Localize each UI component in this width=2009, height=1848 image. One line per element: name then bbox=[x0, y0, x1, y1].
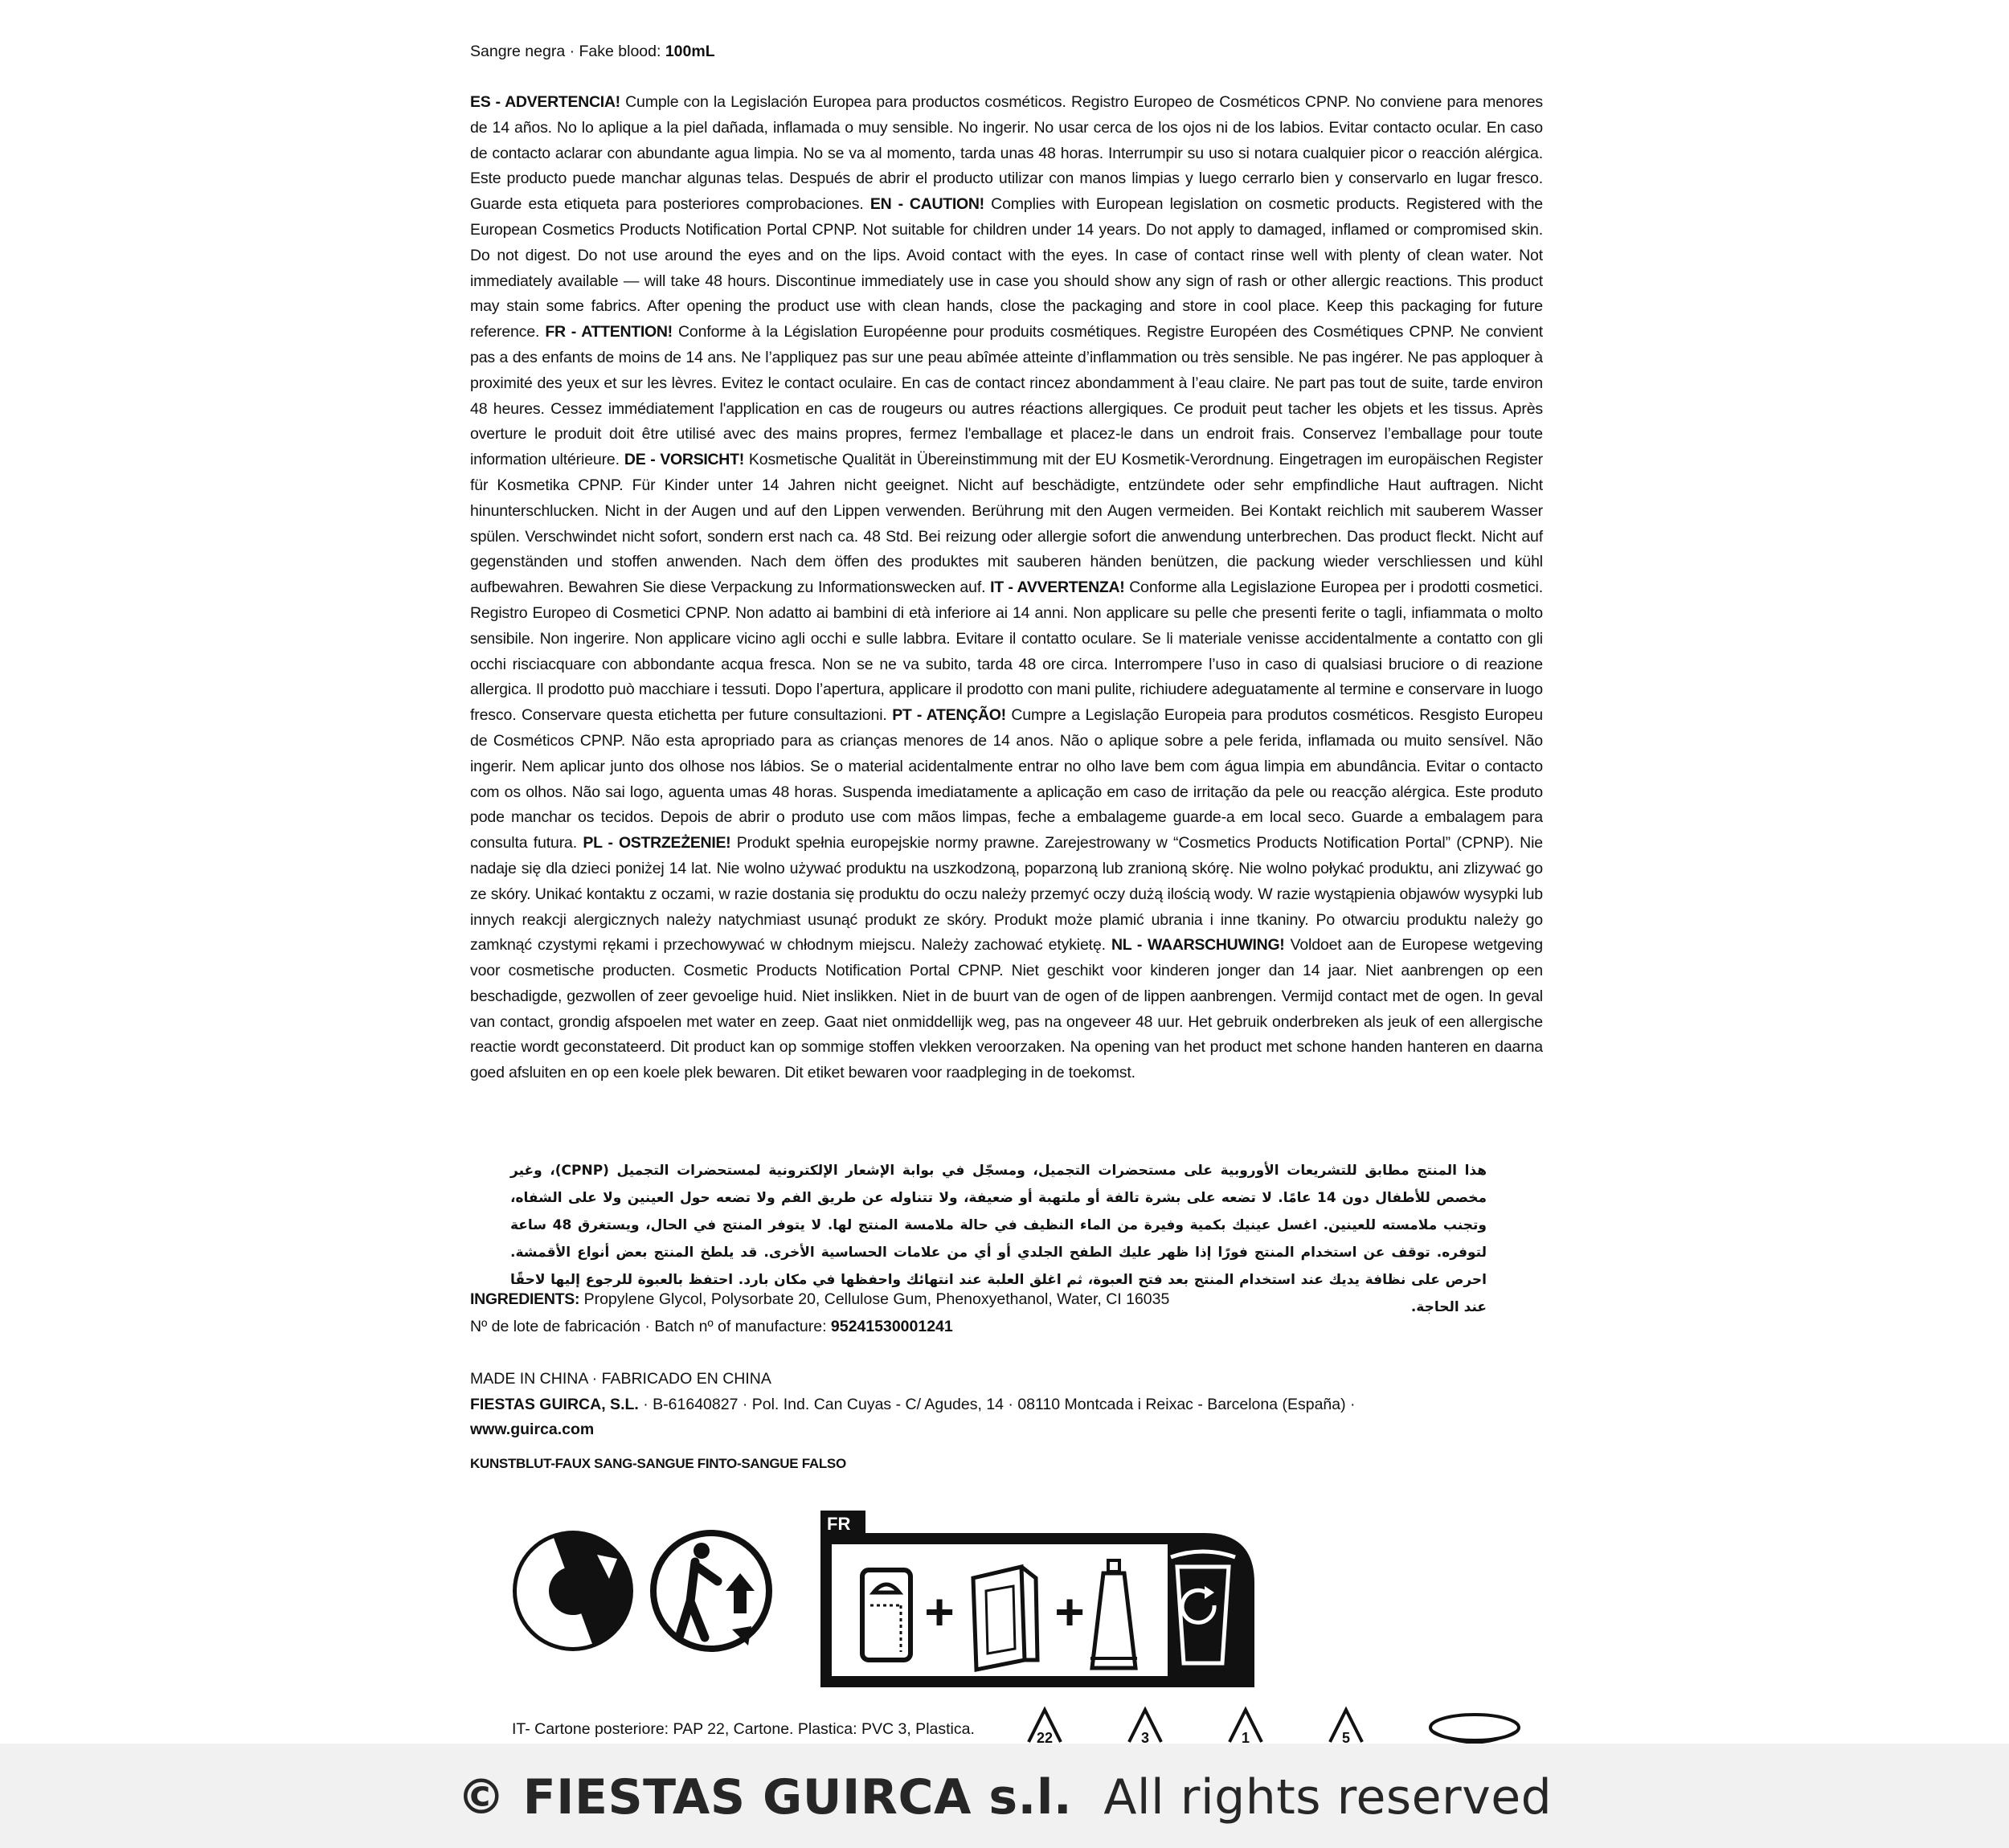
resin-code-pet-number: 1 bbox=[1241, 1730, 1250, 1744]
warning-text-es: Cumple con la Legislación Europea para productos cosméticos. Registro Europeo de Cosméticos CPNP. No conviene para menores de 14 años. No lo aplique a la piel dañada, inflamada o muy sensible. No ingerir. No usar cerca de los ojos ni de los labios. Evitar contacto ocular. En caso de contacto aclarar con abundante agua limpia. No se va al momento, tarda unas 48 horas. Interrumpir su uso si notara cualquier picor o reacción alérgica. Este producto puede manchar algunas telas. Después de abrir el producto utilizar con manos limpias y luego cerrarlo bien y conservarlo en lugar fresco. Guarde esta etiqueta para posteriores comprobaciones. bbox=[470, 93, 1544, 214]
product-names: KUNSTBLUT-FAUX SANG-SANGUE FINTO-SANGUE FALSO bbox=[470, 1456, 846, 1471]
resin-code-pvc bbox=[1129, 1710, 1161, 1744]
company-name: FIESTAS GUIRCA, S.L. bbox=[470, 1396, 639, 1413]
recycling-info: IT- Cartone posteriore: PAP 22, Cartone. Plastica: PVC 3, Plastica. bbox=[512, 1720, 975, 1738]
product-name: Sangre negra · Fake blood: bbox=[470, 43, 665, 60]
warning-lead-en: EN - CAUTION! bbox=[869, 195, 984, 214]
warning-lead-it: IT - AVVERTENZA! bbox=[990, 579, 1125, 597]
plus-sign-2: + bbox=[1054, 1583, 1085, 1641]
ingredients-line bbox=[470, 1288, 1169, 1310]
resin-code-pp-number: 5 bbox=[1341, 1730, 1351, 1744]
resin-code-pp bbox=[1330, 1710, 1362, 1744]
resin-code-pap bbox=[1029, 1710, 1061, 1744]
resin-code-pvc-number: 3 bbox=[1140, 1730, 1150, 1744]
copyright-rights: All rights reserved bbox=[1103, 1769, 1553, 1826]
green-dot-icon bbox=[502, 1531, 633, 1663]
arabic-warning: هذا المنتج مطابق للتشريعات الأوروبية على مستحضرات التجميل، ومسجّل في بوابة الإشعار الإلكترونية لمستحضرات التجميل (CPNP)، وغير مخصص للأطفال دون 14 عامًا. لا تضعه على بشرة تالفة أو ملتهبة أو ضعيفة، ولا تتناوله عن طريق الفم ولا تضعه حول العينين ولا على الشفاه، وتجنب ملامسته للعينين. اغسل عينيك بكمية وفيرة من الماء النظيف في حالة ملامسة المنتج لها. لا يتوفر المنتج في الحال، ويستغرق 48 ساعة لتوفره. توقف عن استخدام المنتج فورًا إذا ظهر عليك الطفح الجلدي أو أي من علامات الحساسية الأخرى. قد يلطخ المنتج بعض أنواع الأقمشة. احرص على نظافة يديك عند استخدام المنتج بعد فتح العبوة، ثم اغلق العلبة عند انتهائك واحفظها في مكان بارد. احتفظ بالعبوة للرجوع إليها لاحقًا عند الحاجة. bbox=[510, 1163, 1487, 1315]
lid-icon bbox=[1430, 1715, 1519, 1743]
warning-text-nl: Voldoet aan de Europese wetgeving voor cosmetische producten. Cosmetic Products Notification Portal CPNP. Niet geschikt voor kinderen jonger dan 14 jaar. Niet aanbrengen op een beschadigde, gezwollen of zeer gevoelige huid. Niet inslikken. Niet in de buurt van de ogen of de lippen aanbrengen. Vermijd contact met de ogen. In geval van contact, grondig afspoelen met water en zeep. Gaat niet onmiddellijk weg, pas na ongeveer 48 uur. Het gebruik onderbreken als jeuk of een allergische reactie wordt geconstateerd. Dit product kan op sommige stoffen vlekken veroorzaken. Na opening van het product met schone handen hanteren en daarna goed afsluiten en op een koele plek bewaren. Dit etiket bewaren voor raadpleging in de toekomst. bbox=[470, 936, 1543, 1082]
product-title bbox=[470, 40, 715, 63]
company-website: www.guirca.com bbox=[470, 1421, 595, 1438]
warning-text-it: Conforme alla Legislazione Europea per i prodotti cosmetici. Registro Europeo di Cosmetici CPNP. Non adatto ai bambini di età inferiore ai 14 anni. Non applicare su pelle che presenti ferite o tagli, infiammata o molto sensibile. Non ingerire. Non applicare vicino agli occhi e sulle labbra. Evitare il contatto oculare. Se li materiale venisse accidentalmente a contatto con gli occhi risciacquare con abbondante acqua fresca. Non se ne va subito, tarda 48 ore circa. Interrompere l’uso in caso di qualsiasi bruciore o di reazione allergica. Il prodotto può macchiare i tessuti. Dopo l’apertura, applicare il prodotto con mani pulite, richiudere adeguatamente al termine e conservare in luogo fresco. Conservare questa etichetta per future consultazioni. bbox=[470, 579, 1543, 725]
product-volume: 100mL bbox=[665, 43, 715, 60]
batch-line bbox=[470, 1315, 953, 1338]
warning-lead-pt: PT - ATENÇÃO! bbox=[892, 706, 1006, 725]
recycling-symbols bbox=[502, 1511, 1402, 1719]
origin-line: MADE IN CHINA · FABRICADO EN CHINA bbox=[470, 1370, 771, 1388]
warning-text-fr: Conforme à la Législation Européenne pour produits cosmétiques. Registre Européen des Cosmétiques CPNP. Ne convient pas a des enfants de moins de 14 ans. Ne l’appliquez pas sur une peau abîmée atteinte d’inflammation ou très sensible. Ne pas ingérer. Ne pas apploquer à proximité des yeux et sur les lèvres. Evitez le contact oculaire. En cas de contact rincez abondamment à l’eau claire. Ne part pas tout de suite, tarde environ 48 heures. Cessez immédiatement l'application en cas de rougeurs ou autres réactions allergiques. Ce produit peut tacher les objets et les tissus. Après overture le produit doit être utilisé avec des mains propres, fermez l'emballage et placez-le dans un endroit frais. Conservez l’emballage pour toute information ultérieure. bbox=[470, 323, 1543, 469]
warning-lead-de: DE - VORSICHT! bbox=[624, 451, 744, 469]
copyright-footer bbox=[0, 1744, 2009, 1848]
resin-codes bbox=[1013, 1703, 1527, 1744]
batch-number: 95241530001241 bbox=[830, 1318, 953, 1335]
resin-code-pap-number: 22 bbox=[1036, 1730, 1054, 1744]
plus-sign-1: + bbox=[924, 1583, 955, 1641]
copyright-owner: © FIESTAS GUIRCA s.l. bbox=[456, 1769, 1073, 1826]
copyright-text bbox=[0, 1769, 2009, 1826]
company-line bbox=[470, 1393, 1543, 1416]
warning-text-pl: Produkt spełnia europejskie normy prawne. Zarejestrowany w “Cosmetics Products Notification Portal” (CPNP). Nie nadaje się dla dzieci poniżej 14 lat. Nie wolno używać produktu na uszkodzoną, poparzoną lub zranioną skórę. Nie wolno połykać produktu, ani zlizywać go ze skóry. Unikać kontaktu z oczami, w razie dostania się produktu do oczu należy przemyć oczy dużą ilością wody. W razie wystąpienia objawów wysypki lub innych reakcji alergicznych należy natychmiast usunąć produkt ze skóry. Produkt może plamić ubrania i inne tkaniny. Po otwarciu produktu należy go zamknąć czystymi rękami i przechowywać w chłodnym miejscu. Należy zachować etykietę. bbox=[470, 834, 1543, 955]
company-details: · B-61640827 · Pol. Ind. Can Cuyas - C/ Agudes, 14 · 08110 Montcada i Reixac - Barcelona (España) · bbox=[638, 1396, 1356, 1413]
warning-lead-nl: NL - WAARSCHUWING! bbox=[1111, 936, 1285, 955]
resin-code-pet bbox=[1230, 1710, 1262, 1744]
warning-text-en: Complies with European legislation on cosmetic products. Registered with the European Cosmetics Products Notification Portal CPNP. Not suitable for children under 14 years. Do not apply to damaged, inflamed or compromised skin. Do not digest. Do not use around the eyes and on the lips. Avoid contact with the eyes. In case of contact rinse well with plenty of clean water. Not immediately available — will take 48 hours. Discontinue immediately use in case you should show any sign of rash or other allergic reactions. This product may stain some fabrics. After opening the product use with clean hands, close the packaging and store in cool place. Keep this packaging for future reference. bbox=[470, 195, 1544, 341]
ingredients-list: Propylene Glycol, Polysorbate 20, Cellulose Gum, Phenoxyethanol, Water, CI 16035 bbox=[579, 1290, 1170, 1308]
tidyman-icon bbox=[653, 1533, 769, 1649]
warning-lead-es: ES - ADVERTENCIA! bbox=[470, 93, 620, 111]
warning-lead-pl: PL - OSTRZEŻENIE! bbox=[583, 834, 731, 852]
warning-lead-fr: FR - ATTENTION! bbox=[545, 323, 673, 341]
ingredients-label: INGREDIENTS: bbox=[470, 1290, 580, 1308]
warnings-block bbox=[470, 90, 1543, 1086]
triman-tag: FR bbox=[827, 1514, 851, 1534]
triman-panel bbox=[820, 1511, 1254, 1687]
batch-label: Nº de lote de fabricación · Batch nº of manufacture: bbox=[470, 1318, 831, 1335]
warning-text-pt: Cumpre a Legislação Europeia para produtos cosméticos. Resgisto Europeu de Cosméticos CPNP. Não esta apropriado para as crianças menores de 14 anos. Não o aplique sobre a pele ferida, inflamada ou muito sensível. Não ingerir. Nem aplicar junto dos olhose nos lábios. Se o material acidentalmente entrar no olho lave bem com água limpia em abundância. Evitar o contacto com os olhos. Não sai logo, aguenta umas 48 horas. Suspenda imediatamente a aplicação em caso de irritação da pele ou reacção alérgica. Este produto pode manchar os tecidos. Depois de abrir o produto use com mãos limpas, feche a embalageme guarde-a em local seco. Guarde a embalagem para consulta futura. bbox=[470, 706, 1543, 852]
warning-text-de: Kosmetische Qualität in Übereinstimmung mit der EU Kosmetik-Verordnung. Eingetragen im europäischen Register für Kosmetika CPNP. Für Kinder unter 14 Jahren nicht geeignet. Nicht auf beschädigte, entzündete oder sehr empfindliche Haut auftragen. Nicht hinunterschlucken. Nicht in der Augen und auf den Lippen verwenden. Berührung mit den Augen vermeiden. Bei Kontakt reichlich mit sauberem Wasser spülen. Verschwindet nicht sofort, sondern erst nach ca. 48 Std. Bei reizung oder allergie sofort die anwendung unterbrechen. Das product fleckt. Nicht auf gegenständen und stoffen anwenden. Nach dem öffen des produktes mit sauberen händen benützen, die packung wieder verschliessen und kühl aufbewahren. Bewahren Sie diese Verpackung zu Informationswecken auf. bbox=[470, 451, 1543, 597]
